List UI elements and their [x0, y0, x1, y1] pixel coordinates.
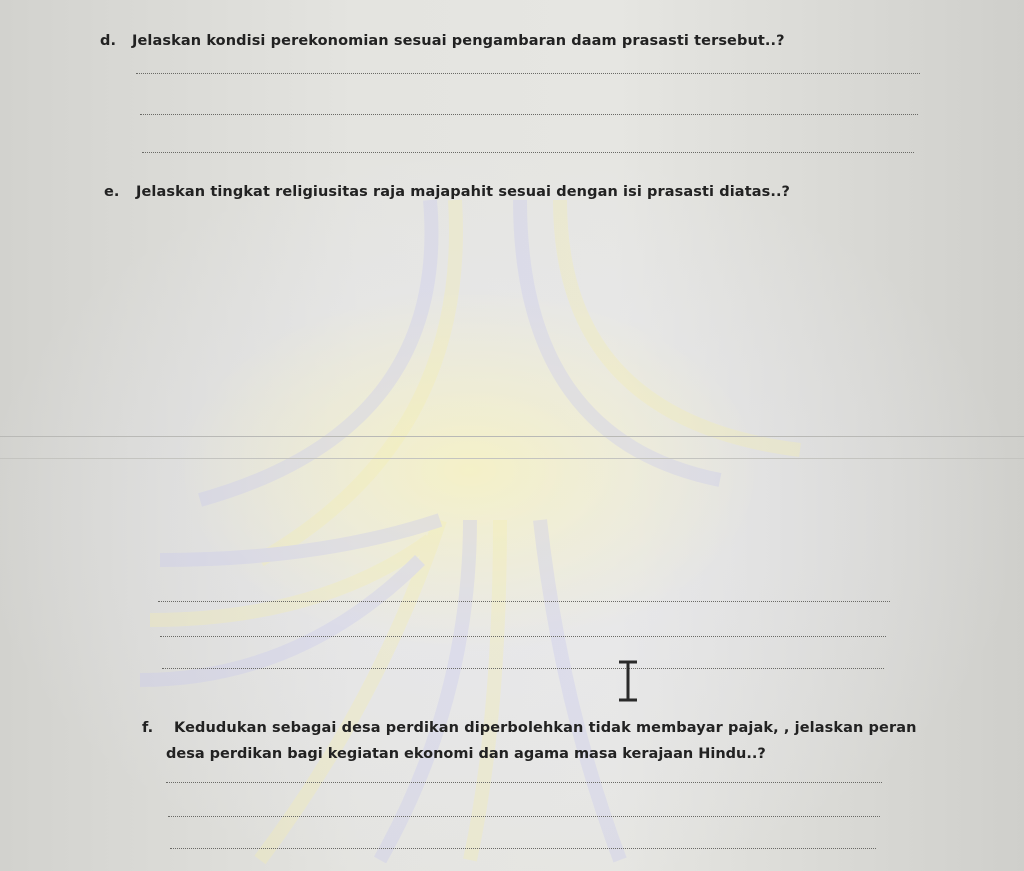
question-d-letter: d.: [100, 33, 117, 49]
answer-line-e-2[interactable]: [160, 636, 886, 637]
question-e-text: Jelaskan tingkat religiusitas raja majapahit sesuai dengan isi prasasti diatas..?: [136, 184, 791, 200]
question-f-text-line2: desa perdikan bagi kegiatan ekonomi dan agama masa kerajaan Hindu..?: [166, 746, 766, 762]
text-cursor-icon: [616, 660, 640, 702]
question-e-letter: e.: [104, 184, 120, 200]
answer-line-f-2[interactable]: [168, 816, 880, 817]
answer-line-d-1[interactable]: [136, 73, 920, 74]
answer-line-f-1[interactable]: [166, 782, 882, 783]
paper-fold-line: [0, 436, 1024, 437]
question-d-text: Jelaskan kondisi perekonomian sesuai pengambaran daam prasasti tersebut..?: [132, 33, 785, 49]
answer-line-d-3[interactable]: [142, 152, 914, 153]
question-f-letter: f.: [142, 720, 154, 736]
answer-line-f-3[interactable]: [170, 848, 876, 849]
question-f-text-line1: Kedudukan sebagai desa perdikan diperbolehkan tidak membayar pajak, , jelaskan peran: [174, 720, 917, 736]
question-d: [100, 33, 785, 49]
answer-line-e-1[interactable]: [158, 601, 890, 602]
paper-fold-line-2: [0, 458, 1024, 459]
answer-line-d-2[interactable]: [140, 114, 918, 115]
question-e: [104, 184, 790, 200]
answer-line-e-3[interactable]: [162, 668, 884, 669]
question-f: [142, 720, 917, 736]
